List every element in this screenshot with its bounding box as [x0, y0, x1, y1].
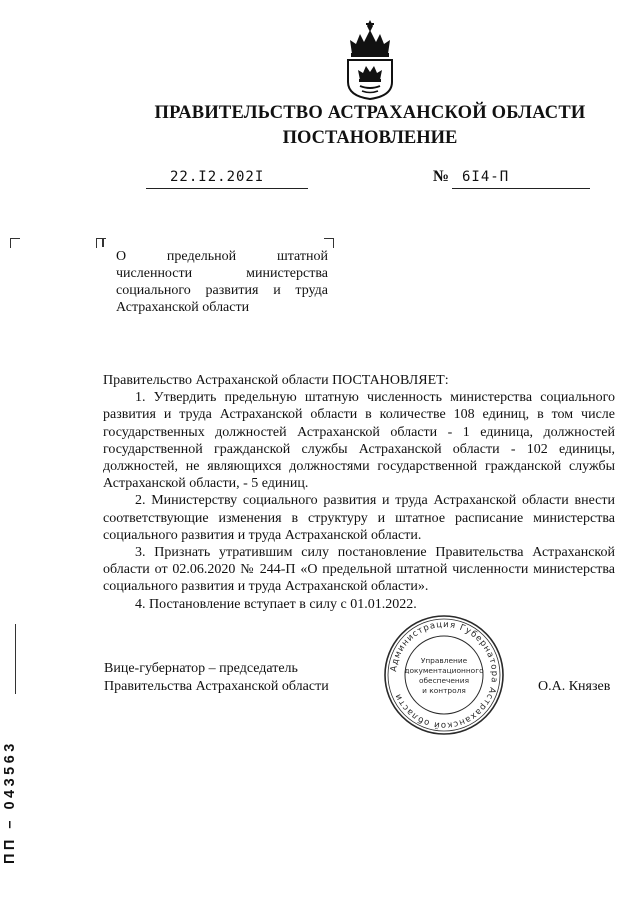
corner-tick	[102, 238, 104, 247]
body-item: 2. Министерству социального развития и труда Астраханской области внести соответствующие изменения в структуру и штатное расписание министерства социального развития и труда Астраханской области.	[103, 493, 615, 543]
margin-line	[15, 624, 16, 694]
corner-bracket	[324, 238, 334, 248]
margin-serial-number: ПП – 043563	[2, 740, 18, 864]
signatory-position	[104, 660, 364, 695]
svg-text:и контроля: и контроля	[422, 686, 466, 695]
document-subject: О предельной штатной численности министерства социального развития и труда Астраханской области	[116, 249, 328, 315]
body-item: 3. Признать утратившим силу постановление Правительства Астраханской области от 02.06.2020 № 244-П «О предельной штатной численности министерства социального развития и труда Астраханской области».	[103, 545, 615, 595]
body-item: 4. Постановление вступает в силу с 01.01.2022.	[135, 596, 417, 612]
corner-bracket	[96, 238, 106, 248]
corner-bracket	[10, 238, 20, 248]
document-type: ПОСТАНОВЛЕНИЕ	[282, 128, 458, 148]
document-body	[103, 372, 615, 613]
position-line: Правительства Астраханской области	[104, 678, 329, 694]
body-item: 1. Утвердить предельную штатную численность министерства социального развития и труда Астраханской области в количестве 108 единиц, в том числе государственных должностей Астраханской области - 1 единица, должностей государственной гражданской службы Астраханской области - 102 единицы, должностей, не являющихся должностями государственной гражданской службы Астраханской области, - 5 единиц.	[103, 390, 615, 492]
document-number: 6I4-П	[462, 169, 510, 185]
government-title: ПРАВИТЕЛЬСТВО АСТРАХАНСКОЙ ОБЛАСТИ	[154, 103, 586, 123]
svg-text:обеспечения: обеспечения	[418, 676, 470, 685]
body-lead: Правительство Астраханской области ПОСТАНОВЛЯЕТ:	[103, 373, 449, 388]
number-sign: №	[433, 168, 450, 185]
official-stamp-icon	[382, 613, 506, 737]
svg-text:Управление: Управление	[420, 656, 468, 665]
svg-text:документационного: документационного	[404, 666, 484, 675]
signatory-name: О.А. Князев	[538, 679, 611, 694]
position-line: Вице-губернатор – председатель	[104, 661, 298, 676]
document-date: 22.I2.202I	[170, 169, 265, 185]
svg-text:Администрация Губернатора Астр: Администрация Губернатора Астраханской области	[389, 619, 500, 731]
coat-of-arms-icon	[340, 18, 400, 100]
